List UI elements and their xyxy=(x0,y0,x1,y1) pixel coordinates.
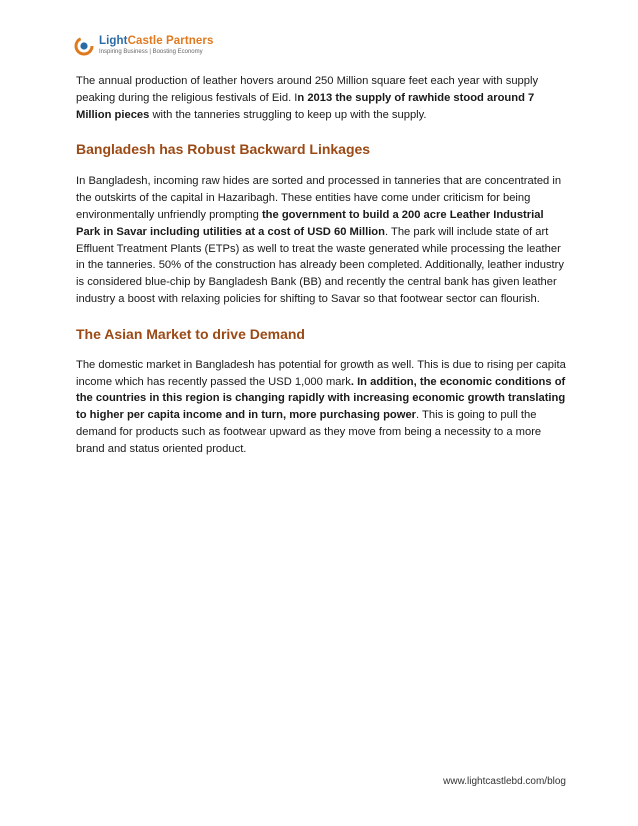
brand-name xyxy=(99,35,213,47)
text-segment: The annual production of leather hovers around 250 Million square feet each year with supply peaking during the religious festivals of Eid. I xyxy=(76,75,539,104)
text-segment: . The park will include state of art Effluent Treatment Plants (ETPs) as well to treat the waste generated while processing the leather in the tanneries. 50% of the construction has already been completed. Additionally, leather industry is considered blue-chip by Bangladesh Bank (BB) and recently the central bank has given leather industry a boost with relaxing policies for shifting to Savar so that footwear sector can flourish. xyxy=(76,225,564,305)
lightcastle-logo-icon xyxy=(74,36,94,56)
text-segment: with the tanneries struggling to keep up with the supply. xyxy=(149,108,427,121)
text-segment: . This is going to pull the demand for products such as footwear upward as they move from being a necessity to a more brand and status oriented product. xyxy=(76,409,542,455)
section-heading-backward-linkages: Bangladesh has Robust Backward Linkages xyxy=(76,141,371,158)
section-heading-asian-market: The Asian Market to drive Demand xyxy=(76,325,305,342)
bold-segment: the government to build a 200 acre Leather Industrial Park in Savar including utilities at a cost of USD 60 Million xyxy=(76,208,544,238)
footer-url: www.lightcastlebd.com/blog xyxy=(443,776,566,787)
text-segment: In Bangladesh, incoming raw hides are sorted and processed in tanneries that are concentrated in the outskirts of the capital in Hazaribagh. These entities have come under criticism for being environmentally unfriendly prompting xyxy=(76,175,562,221)
brand-name-orange: Castle Partners xyxy=(127,35,214,47)
paragraph-tanneries xyxy=(76,173,566,307)
brand-name-blue: Light xyxy=(99,35,128,47)
bold-segment: n 2013 the supply of rawhide stood around 7 Million pieces xyxy=(76,91,535,121)
document-body xyxy=(76,73,566,458)
bold-segment: . In addition, the economic conditions of the countries in this region is changing rapidly with increasing economic growth translating to higher per capita income and in turn, more purchasing power xyxy=(76,375,566,422)
paragraph-leather-production xyxy=(76,73,566,123)
text-segment: The domestic market in Bangladesh has potential for growth as well. This is due to rising per capita income which has recently passed the USD 1,000 mark xyxy=(76,358,566,388)
brand-tagline: Inspiring Business | Boosting Economy xyxy=(99,49,203,55)
paragraph-domestic-market xyxy=(76,357,566,458)
